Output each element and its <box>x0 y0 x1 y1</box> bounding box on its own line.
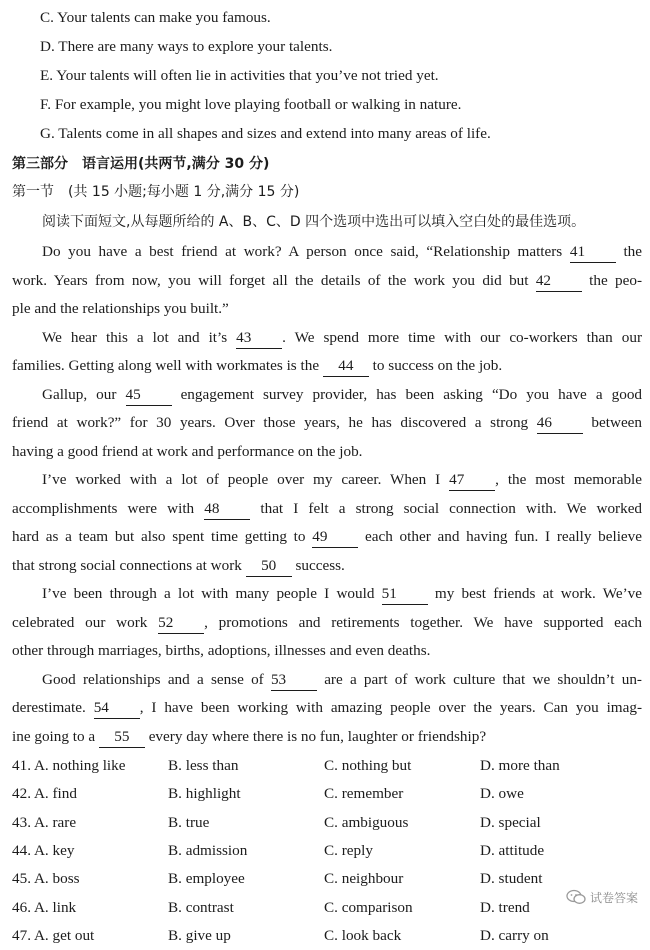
option-sentence-f: F. For example, you might love playing football or walking in nature. <box>40 96 462 113</box>
passage-line: I’ve been through a lot with many people I would 51 my best friends at work. We’ve <box>42 580 642 608</box>
blank-51[interactable]: 51 <box>382 584 428 605</box>
question-row <box>12 894 632 922</box>
blank-45[interactable]: 45 <box>126 385 172 406</box>
choice-d[interactable]: D. student <box>480 870 543 887</box>
choice-a[interactable]: 42. A. find <box>12 785 77 802</box>
blank-46[interactable]: 46 <box>537 413 583 434</box>
choice-d[interactable]: D. more than <box>480 757 560 774</box>
passage-line: Gallup, our 45 engagement survey provider, has been asking “Do you have a good <box>42 381 642 409</box>
passage-line: that strong social connections at work 50 success. <box>12 552 642 580</box>
passage-line: having a good friend at work and performance on the job. <box>12 443 363 460</box>
passage-line: We hear this a lot and it’s 43 . We spend more time with our co-workers than our <box>42 324 642 352</box>
choice-a[interactable]: 44. A. key <box>12 842 75 859</box>
watermark <box>566 885 638 909</box>
blank-42[interactable]: 42 <box>536 271 582 292</box>
blank-49[interactable]: 49 <box>312 527 358 548</box>
option-sentence-e: E. Your talents will often lie in activities that you’ve not tried yet. <box>40 67 439 84</box>
choice-d[interactable]: D. trend <box>480 899 530 916</box>
passage-line: accomplishments were with 48 that I felt a strong social connection with. We worked <box>12 495 642 523</box>
question-row <box>12 809 632 837</box>
blank-48[interactable]: 48 <box>204 499 250 520</box>
question-row <box>12 922 632 950</box>
section-instruction: 阅读下面短文,从每题所给的 A、B、C、D 四个选项中选出可以填入空白处的最佳选项。 <box>42 214 586 230</box>
question-row <box>12 865 632 893</box>
choice-b[interactable]: B. true <box>168 814 210 831</box>
passage-line: other through marriages, births, adoptions, illnesses and even deaths. <box>12 642 431 659</box>
choice-b[interactable]: B. contrast <box>168 899 234 916</box>
choice-b[interactable]: B. give up <box>168 927 231 944</box>
passage-line: hard as a team but also spent time getting to 49 each other and having fun. I really believe <box>12 523 642 551</box>
passage-line: celebrated our work 52 , promotions and retirements together. We have supported each <box>12 609 642 637</box>
choice-c[interactable]: C. nothing but <box>324 757 412 774</box>
watermark-text: 试卷答案 <box>589 890 638 905</box>
blank-50[interactable]: 50 <box>246 556 292 577</box>
blank-43[interactable]: 43 <box>236 328 282 349</box>
blank-44[interactable]: 44 <box>323 356 369 377</box>
choice-a[interactable]: 43. A. rare <box>12 814 77 831</box>
choice-a[interactable]: 47. A. get out <box>12 927 95 944</box>
passage-line: derestimate. 54 , I have been working with amazing people over the years. Can you imag- <box>12 694 642 722</box>
choice-d[interactable]: D. special <box>480 814 541 831</box>
passage-line: Do you have a best friend at work? A person once said, “Relationship matters 41 the <box>42 238 642 266</box>
choice-d[interactable]: D. carry on <box>480 927 549 944</box>
blank-52[interactable]: 52 <box>158 613 204 634</box>
question-row <box>12 752 632 780</box>
choice-c[interactable]: C. look back <box>324 927 402 944</box>
blank-47[interactable]: 47 <box>449 470 495 491</box>
section-title: 第三部分 语言运用(共两节,满分 30 分) <box>12 156 270 172</box>
choice-c[interactable]: C. comparison <box>324 899 413 916</box>
choice-c[interactable]: C. neighbour <box>324 870 404 887</box>
choice-c[interactable]: C. remember <box>324 785 404 802</box>
choice-a[interactable]: 45. A. boss <box>12 870 80 887</box>
blank-55[interactable]: 55 <box>99 727 145 748</box>
choice-b[interactable]: B. employee <box>168 870 245 887</box>
passage-line: friend at work?” for 30 years. Over those years, he has discovered a strong 46 between <box>12 409 642 437</box>
choice-d[interactable]: D. owe <box>480 785 524 802</box>
question-row <box>12 837 632 865</box>
passage-line: ple and the relationships you built.” <box>12 300 229 317</box>
blank-53[interactable]: 53 <box>271 670 317 691</box>
choice-c[interactable]: C. reply <box>324 842 373 859</box>
choice-b[interactable]: B. admission <box>168 842 248 859</box>
passage-line: Good relationships and a sense of 53 are a part of work culture that we shouldn’t un- <box>42 666 642 694</box>
option-sentence-c: C. Your talents can make you famous. <box>40 9 271 26</box>
passage-line: I’ve worked with a lot of people over my career. When I 47 , the most memorable <box>42 466 642 494</box>
passage-line: work. Years from now, you will forget all the details of the work you did but 42 the peo- <box>12 267 642 295</box>
wechat-icon <box>566 889 586 905</box>
option-sentence-g: G. Talents come in all shapes and sizes and extend into many areas of life. <box>40 125 491 142</box>
question-row <box>12 780 632 808</box>
choice-d[interactable]: D. attitude <box>480 842 545 859</box>
blank-54[interactable]: 54 <box>94 698 140 719</box>
blank-41[interactable]: 41 <box>570 242 616 263</box>
passage-line: families. Getting along well with workmates is the 44 to success on the job. <box>12 352 642 380</box>
choice-b[interactable]: B. less than <box>168 757 239 774</box>
choice-a[interactable]: 41. A. nothing like <box>12 757 126 774</box>
option-sentence-d: D. There are many ways to explore your talents. <box>40 38 333 55</box>
choice-b[interactable]: B. highlight <box>168 785 241 802</box>
passage-line: ine going to a 55 every day where there is no fun, laughter or friendship? <box>12 723 642 751</box>
section-subtitle: 第一节 (共 15 小题;每小题 1 分,满分 15 分) <box>12 184 300 200</box>
choice-c[interactable]: C. ambiguous <box>324 814 409 831</box>
choice-a[interactable]: 46. A. link <box>12 899 77 916</box>
